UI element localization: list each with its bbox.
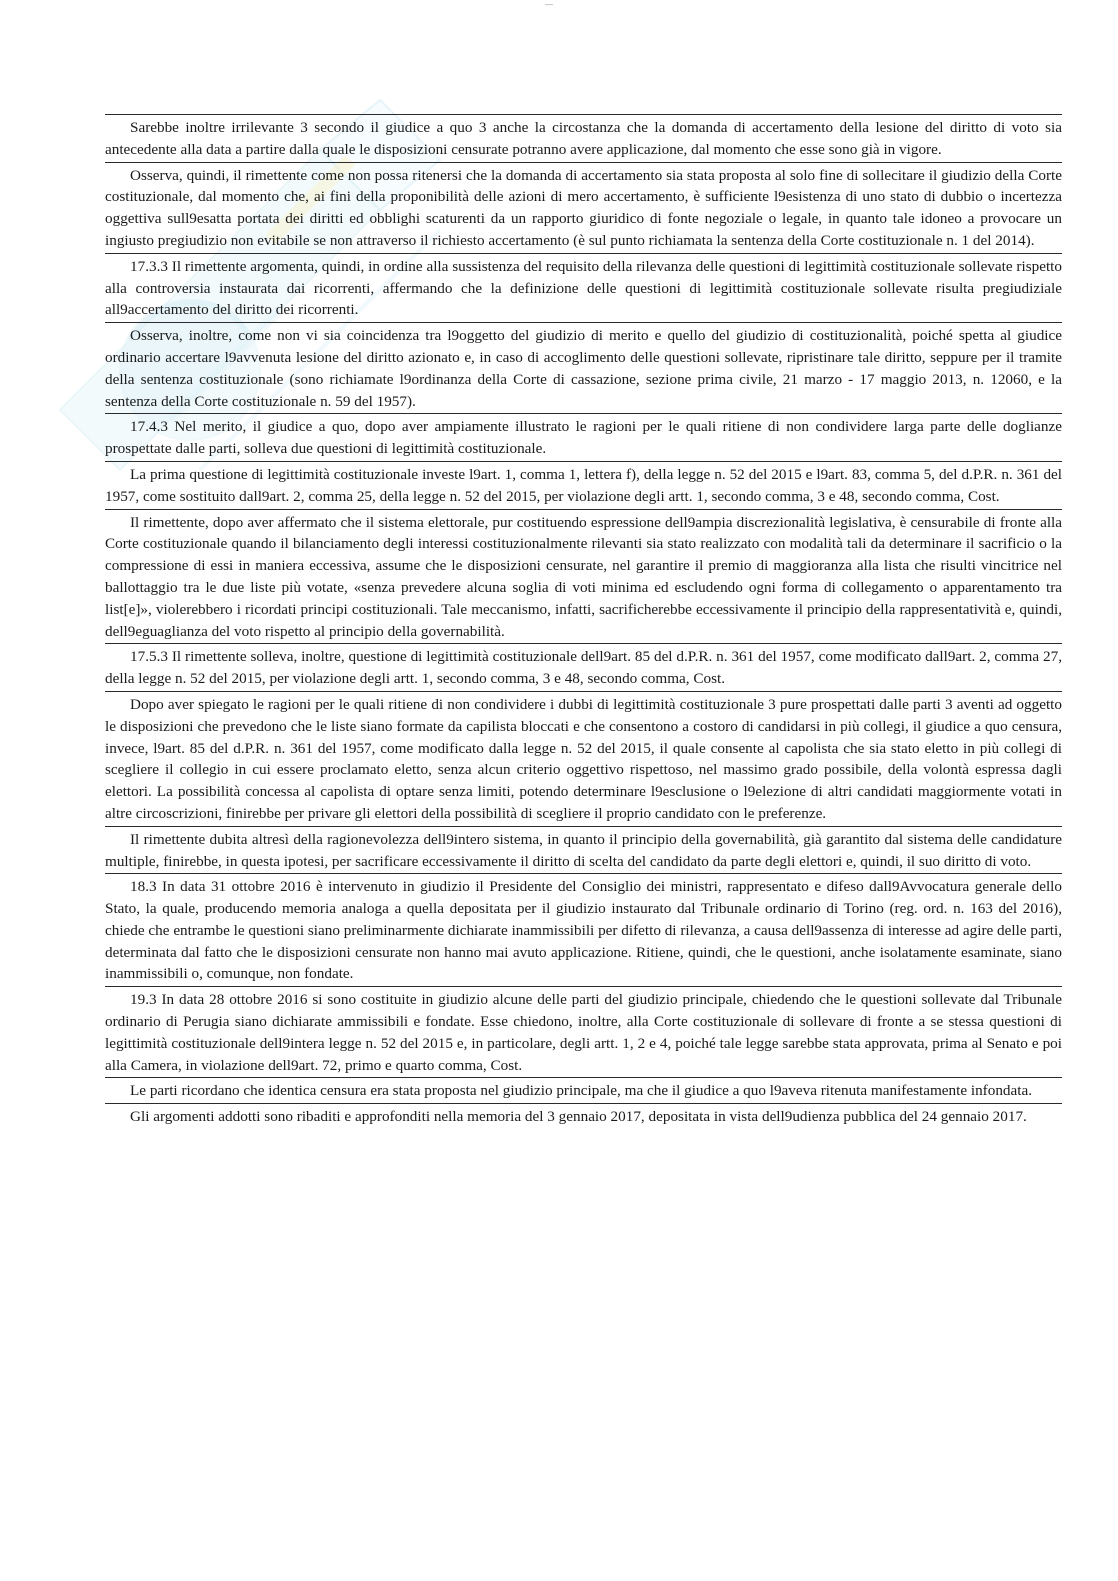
paragraph-text: 19.3 In data 28 ottobre 2016 si sono costituite in giudizio alcune delle parti del giudizio principale, chiedendo che le questioni sollevate dal Tribunale ordinario di Perugia siano dichiarate ammissibili e fondate. Esse chiedono, inoltre, alla Corte costituzionale di sollevare di fronte a se stessa questioni di legittimità costituzionale dell9intera legge n. 52 del 2015 e, in particolare, degli artt. 1, 2 e 4, poiché tale legge sarebbe stata approvata, prima al Senato e poi alla Camera, in violazione dell9art. 72, primo e quarto comma, Cost. [105, 991, 1062, 1074]
paragraph-text: 17.5.3 Il rimettente solleva, inoltre, questione di legittimità costituzionale dell9art. 85 del d.P.R. n. 361 del 1957, come modificato dall9art. 2, comma 27, della legge n. 52 del 2015, per violazione degli artt. 1, secondo comma, 3 e 48, secondo comma, Cost. [105, 648, 1062, 688]
paragraph-text: Il rimettente, dopo aver affermato che il sistema elettorale, pur costituendo espressione dell9ampia discrezionalità legislativa, è censurabile di fronte alla Corte costituzionale quando il bilanciamento degli interessi costituzionalmente rilevanti sia stato realizzato con modalità tali da determinare il sacrificio o la compressione di essi in maniera eccessiva, assume che le disposizioni censurate, nel garantire il premio di maggioranza alla lista che risulti vincitrice nel ballottaggio tra le due liste più votate, «senza prevedere alcuna soglia di voti minima ed escludendo ogni forma di collegamento o apparentamento tra list[e]», violerebbero i ricordati principi costituzionali. Tale meccanismo, infatti, sacrificherebbe eccessivamente il principio della rappresentatività e, quindi, dell9eguaglianza del voto rispetto al principio della governabilità. [105, 513, 1062, 640]
paragraph-text: Osserva, inoltre, come non vi sia coincidenza tra l9oggetto del giudizio di merito e quello del giudizio di costituzionalità, poiché spetta al giudice ordinario accertare l9avvenuta lesione del diritto azionato e, in caso di accoglimento delle questioni sollevate, ripristinare tale diritto, seppure per il tramite della sentenza costituzionale (sono richiamate l9ordinanza della Corte di cassazione, sezione prima civile, 21 marzo - 17 maggio 2013, n. 12060, e la sentenza della Corte costituzionale n. 59 del 1957). [105, 327, 1062, 410]
paragraph-13 [105, 1077, 1062, 1102]
paragraph-text: 17.3.3 Il rimettente argomenta, quindi, in ordine alla sussistenza del requisito della rilevanza delle questioni di legittimità costituzionale sollevate rispetto alla controversia instaurata dai ricorrenti, affermando che la definizione delle questioni di legittimità costituzionale sollevate risulta pregiudiziale all9accertamento del diritto dei ricorrenti. [105, 257, 1062, 319]
paragraph-text: Dopo aver spiegato le ragioni per le quali ritiene di non condividere i dubbi di legittimità costituzionale 3 pure prospettati dalle parti 3 aventi ad oggetto le disposizioni che prevedono che le liste siano formate da capilista bloccati e che consentono a costoro di candidarsi in più collegi, il giudice a quo censura, invece, l9art. 85 del d.P.R. n. 361 del 1957, come modificato dalla legge n. 52 del 2015, il quale consente al capolista che sia stato eletto in più collegi di scegliere il collegio in cui essere proclamato eletto, senza alcun criterio oggettivo rispettoso, nel massimo grado possibile, della volontà espressa dagli elettori. La possibilità concessa al capolista di optare senza limiti, potendo determinare l9esclusione o l9elezione di altri candidati maggiormente votati in altre circoscrizioni, finirebbe per privare gli elettori della possibilità di scegliere il proprio candidato con le preferenze. [105, 695, 1062, 822]
paragraph-9 [105, 691, 1062, 825]
paragraph-4 [105, 322, 1062, 412]
paragraph-text: Gli argomenti addotti sono ribaditi e approfonditi nella memoria del 3 gennaio 2017, depositata in vista dell9udienza pubblica del 24 gennaio 2017. [130, 1108, 1027, 1126]
paragraph-7 [105, 509, 1062, 643]
paragraph-text: Il rimettente dubita altresì della ragionevolezza dell9intero sistema, in quanto il principio della governabilità, già garantito dal sistema delle candidature multiple, finirebbe, in questa ipotesi, per sacrificare eccessivamente il diritto di scelta del candidato da parte degli elettori e, quindi, il suo diritto di voto. [105, 830, 1062, 870]
paragraph-14 [105, 1103, 1062, 1128]
paragraph-text: 17.4.3 Nel merito, il giudice a quo, dopo aver ampiamente illustrato le ragioni per le quali ritiene di non condividere larga parte delle doglianze prospettate dalle parti, solleva due questioni di legittimità costituzionale. [105, 418, 1062, 458]
paragraph-text: Osserva, quindi, il rimettente come non possa ritenersi che la domanda di accertamento sia stata proposta al solo fine di sollecitare il giudizio della Corte costituzionale, dal momento che, ai fini della proponibilità delle azioni di mero accertamento, è sufficiente l9esistenza di uno stato di dubbio o incertezza oggettiva sull9esatta portata dei diritti ed obblighi scaturenti da un rapporto giuridico di fonte negoziale o legale, in quanto tale idoneo a provocare un ingiusto pregiudizio non evitabile se non attraverso il richiesto accertamento (è sul punto richiamata la sentenza della Corte costituzionale n. 1 del 2014). [105, 166, 1062, 249]
paragraph-3 [105, 253, 1062, 321]
paragraph-6 [105, 461, 1062, 508]
paragraph-text: 18.3 In data 31 ottobre 2016 è intervenuto in giudizio il Presidente del Consiglio dei ministri, rappresentato e difeso dall9Avvocatura generale dello Stato, la quale, producendo memoria analoga a quella depositata per il giudizio instaurato dal Tribunale ordinario di Torino (reg. ord. n. 163 del 2016), chiede che entrambe le questioni siano preliminarmente dichiarate inammissibili per difetto di rilevanza, a causa dell9assenza di interesse ad agire delle parti, determinata dal fatto che le disposizioni censurate non hanno mai avuto applicazione. Ritiene, quindi, che le questioni, anche isolatamente esaminate, siano inammissibili o, comunque, non fondate. [105, 878, 1062, 983]
paragraph-text: Sarebbe inoltre irrilevante 3 secondo il giudice a quo 3 anche la circostanza che la domanda di accertamento della lesione del diritto di voto sia antecedente alla data a partire dalla quale le disposizioni censurate potranno avere applicazione, dal momento che esse sono già in vigore. [105, 119, 1062, 158]
page-top-marker: — [545, 0, 553, 9]
paragraph-12 [105, 986, 1062, 1076]
paragraph-text: La prima questione di legittimità costituzionale investe l9art. 1, comma 1, lettera f), della legge n. 52 del 2015 e l9art. 83, comma 5, del d.P.R. n. 361 del 1957, come sostituito dall9art. 2, comma 25, della legge n. 52 del 2015, per violazione degli artt. 1, secondo comma, 3 e 48, secondo comma, Cost. [105, 465, 1062, 505]
paragraph-5 [105, 413, 1062, 460]
paragraph-2 [105, 162, 1062, 252]
paragraph-11 [105, 873, 1062, 985]
paragraph-8 [105, 643, 1062, 690]
paragraph-10 [105, 826, 1062, 873]
document-body [105, 114, 1062, 1129]
paragraph-text: Le parti ricordano che identica censura era stata proposta nel giudizio principale, ma che il giudice a quo l9aveva ritenuta manifestamente infondata. [130, 1082, 1033, 1100]
paragraph-1 [105, 114, 1062, 161]
